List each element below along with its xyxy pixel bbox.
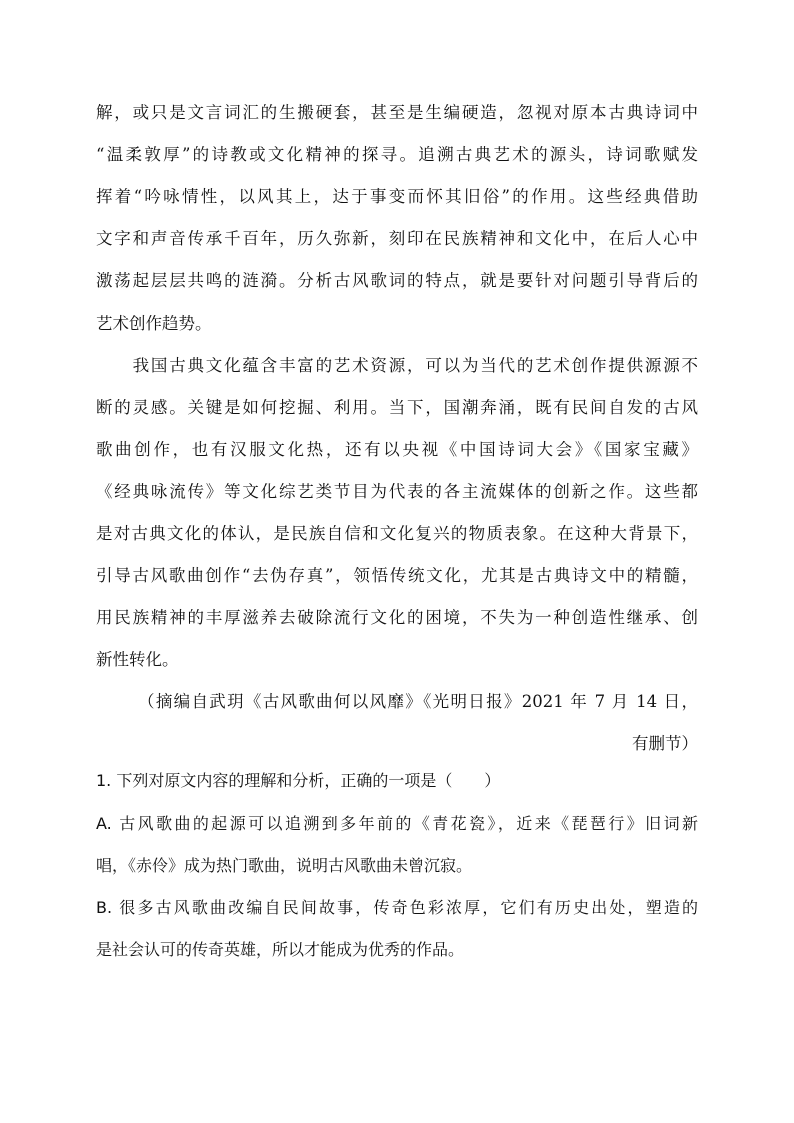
question-stem: 1. 下列对原文内容的理解和分析，正确的一项是（ ） — [96, 771, 501, 790]
passage-line-8: 断的灵感。关键是如何挖掘、利用。当下，国潮奔涌，既有民间自发的古风 — [96, 398, 698, 417]
option-a-line-1: A. 古风歌曲的起源可以追溯到多年前的《青花瓷》，近来《琵琶行》旧词新 — [96, 814, 698, 833]
passage-line-9: 歌曲创作，也有汉服文化热，还有以央视《中国诗词大会》《国家宝藏》 — [96, 440, 698, 459]
passage-line-5: 激荡起层层共鸣的涟漪。分析古风歌词的特点，就是要针对问题引导背后的 — [96, 271, 698, 290]
source-citation-line-2: 有删节） — [632, 734, 698, 753]
passage-line-2: “温柔敦厚”的诗教或文化精神的探寻。追溯古典艺术的源头，诗词歌赋发 — [96, 145, 698, 164]
passage-line-7: 我国古典文化蕴含丰富的艺术资源，可以为当代的艺术创作提供源源不 — [96, 356, 698, 375]
option-a-line-2: 唱，《赤伶》成为热门歌曲，说明古风歌曲未曾沉寂。 — [96, 856, 473, 875]
passage-line-10: 《经典咏流传》等文化综艺类节目为代表的各主流媒体的创新之作。这些都 — [96, 482, 698, 501]
option-b-line-1: B. 很多古风歌曲改编自民间故事，传奇色彩浓厚，它们有历史出处，塑造的 — [96, 898, 698, 917]
passage-line-4: 文字和声音传承千百年，历久弥新，刻印在民族精神和文化中，在后人心中 — [96, 229, 698, 248]
passage-line-6: 艺术创作趋势。 — [96, 314, 212, 333]
passage-line-14: 新性转化。 — [96, 650, 179, 669]
passage-line-11: 是对古典文化的体认，是民族自信和文化复兴的物质表象。在这种大背景下， — [96, 524, 698, 543]
passage-line-3: 挥着“吟咏情性，以风其上，达于事变而怀其旧俗”的作用。这些经典借助 — [96, 187, 698, 206]
passage-line-1: 解，或只是文言词汇的生搬硬套，甚至是生编硬造，忽视对原本古典诗词中 — [96, 103, 698, 122]
passage-line-13: 用民族精神的丰厚滋养去破除流行文化的困境，不失为一种创造性继承、创 — [96, 608, 698, 627]
option-b-line-2: 是社会认可的传奇英雄，所以才能成为优秀的作品。 — [96, 940, 465, 959]
source-citation-line-1: （摘编自武玥《古风歌曲何以风靡》《光明日报》2021 年 7 月 14 日， — [138, 692, 698, 711]
passage-line-12: 引导古风歌曲创作“去伪存真”，领悟传统文化，尤其是古典诗文中的精髓， — [96, 566, 698, 585]
